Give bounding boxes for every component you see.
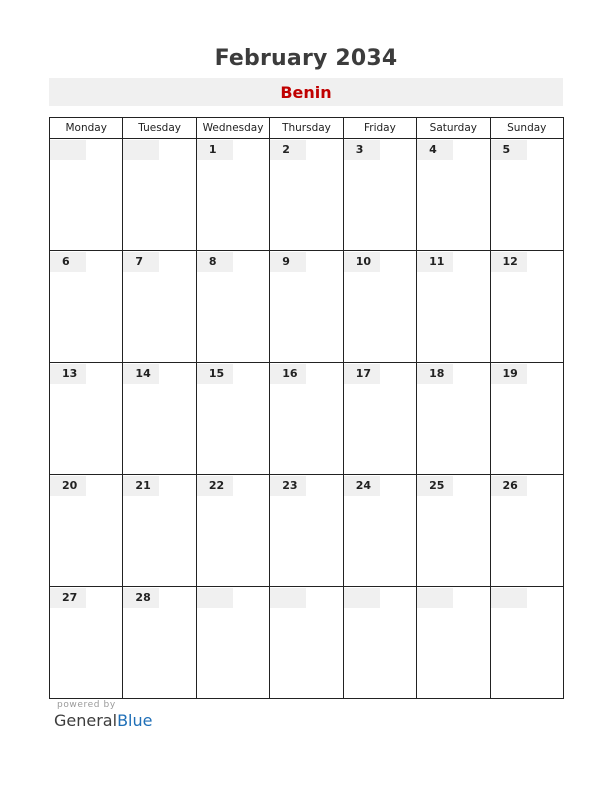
day-cell bbox=[417, 363, 490, 475]
day-cell bbox=[123, 587, 196, 699]
day-number: 2 bbox=[270, 140, 306, 160]
day-cell bbox=[196, 363, 269, 475]
day-number: 21 bbox=[123, 476, 159, 496]
day-number bbox=[491, 588, 527, 608]
day-cell bbox=[270, 587, 343, 699]
day-number: 7 bbox=[123, 252, 159, 272]
day-number: 11 bbox=[417, 252, 453, 272]
day-cell bbox=[490, 363, 563, 475]
day-number: 27 bbox=[50, 588, 86, 608]
week-row bbox=[50, 363, 564, 475]
day-number bbox=[50, 140, 86, 160]
day-number: 28 bbox=[123, 588, 159, 608]
day-number: 26 bbox=[491, 476, 527, 496]
day-cell bbox=[196, 475, 269, 587]
day-cell bbox=[50, 587, 123, 699]
day-number: 24 bbox=[344, 476, 380, 496]
day-cell bbox=[490, 587, 563, 699]
day-cell bbox=[270, 475, 343, 587]
day-cell bbox=[123, 251, 196, 363]
logo-text-blue: Blue bbox=[117, 711, 153, 730]
day-number bbox=[417, 588, 453, 608]
day-number: 22 bbox=[197, 476, 233, 496]
day-cell bbox=[417, 475, 490, 587]
day-cell bbox=[270, 139, 343, 251]
day-number bbox=[197, 588, 233, 608]
weekday-header-wednesday: Wednesday bbox=[196, 118, 269, 139]
day-cell bbox=[196, 587, 269, 699]
day-number: 8 bbox=[197, 252, 233, 272]
day-number: 19 bbox=[491, 364, 527, 384]
generalblue-logo[interactable] bbox=[54, 711, 152, 730]
weekday-header-monday: Monday bbox=[50, 118, 123, 139]
weekday-header-saturday: Saturday bbox=[417, 118, 490, 139]
calendar-grid bbox=[49, 117, 564, 699]
day-cell bbox=[343, 363, 416, 475]
day-cell bbox=[50, 363, 123, 475]
day-number: 4 bbox=[417, 140, 453, 160]
day-number: 10 bbox=[344, 252, 380, 272]
day-number bbox=[123, 140, 159, 160]
day-cell bbox=[50, 475, 123, 587]
day-cell bbox=[417, 251, 490, 363]
day-cell bbox=[270, 363, 343, 475]
day-number: 13 bbox=[50, 364, 86, 384]
week-row bbox=[50, 139, 564, 251]
day-number: 15 bbox=[197, 364, 233, 384]
day-number: 12 bbox=[491, 252, 527, 272]
day-number: 18 bbox=[417, 364, 453, 384]
weekday-header-row bbox=[50, 118, 564, 139]
logo-text-general: General bbox=[54, 711, 118, 730]
day-number: 16 bbox=[270, 364, 306, 384]
day-cell bbox=[123, 139, 196, 251]
day-cell bbox=[196, 251, 269, 363]
week-row bbox=[50, 475, 564, 587]
day-cell bbox=[343, 251, 416, 363]
day-cell bbox=[417, 139, 490, 251]
weekday-header-friday: Friday bbox=[343, 118, 416, 139]
day-cell bbox=[50, 139, 123, 251]
day-cell bbox=[417, 587, 490, 699]
country-name: Benin bbox=[280, 82, 332, 102]
day-cell bbox=[343, 587, 416, 699]
day-cell bbox=[490, 475, 563, 587]
powered-by-label: powered by bbox=[57, 700, 116, 710]
day-cell bbox=[490, 251, 563, 363]
day-number bbox=[344, 588, 380, 608]
day-number: 23 bbox=[270, 476, 306, 496]
day-cell bbox=[123, 363, 196, 475]
day-number: 20 bbox=[50, 476, 86, 496]
weekday-header-tuesday: Tuesday bbox=[123, 118, 196, 139]
day-cell bbox=[490, 139, 563, 251]
week-row bbox=[50, 587, 564, 699]
country-banner bbox=[49, 78, 563, 106]
day-number: 5 bbox=[491, 140, 527, 160]
week-row bbox=[50, 251, 564, 363]
day-number: 25 bbox=[417, 476, 453, 496]
weekday-header-sunday: Sunday bbox=[490, 118, 563, 139]
calendar-title: February 2034 bbox=[214, 46, 398, 71]
day-number: 1 bbox=[197, 140, 233, 160]
day-number: 3 bbox=[344, 140, 380, 160]
weekday-header-thursday: Thursday bbox=[270, 118, 343, 139]
day-cell bbox=[343, 475, 416, 587]
day-number: 17 bbox=[344, 364, 380, 384]
day-cell bbox=[50, 251, 123, 363]
day-cell bbox=[196, 139, 269, 251]
day-number: 14 bbox=[123, 364, 159, 384]
day-cell bbox=[123, 475, 196, 587]
day-cell bbox=[270, 251, 343, 363]
day-number bbox=[270, 588, 306, 608]
day-cell bbox=[343, 139, 416, 251]
day-number: 9 bbox=[270, 252, 306, 272]
day-number: 6 bbox=[50, 252, 86, 272]
